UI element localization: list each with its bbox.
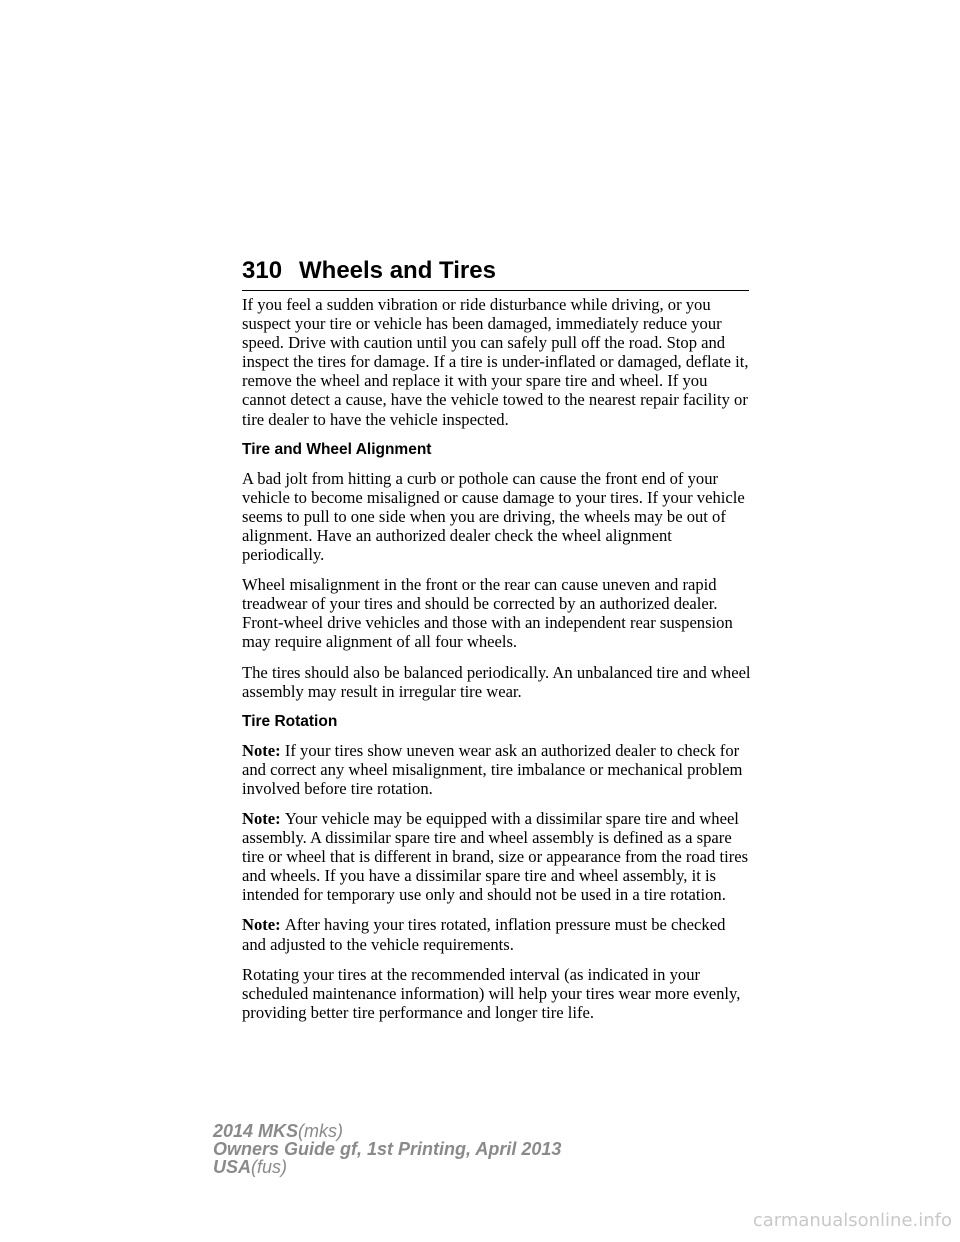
note-1 (242, 741, 752, 798)
intro-paragraph: If you feel a sudden vibration or ride disturbance while driving, or you suspect your tire or vehicle has been damaged, immediately reduce your speed. Drive with caution until you can safely pull off the road. Stop and inspect the tires for damage. If a tire is under-inflated or damaged, deflate it, remove the wheel and replace it with your spare tire and wheel. If you cannot detect a cause, have the vehicle towed to the nearest repair facility or tire dealer to have the vehicle inspected. (242, 295, 749, 429)
note-1-text: If your tires show uneven wear ask an authorized dealer to check for and correct any wheel misalignment, tire imbalance or mechanical problem involved before tire rotation. (242, 740, 743, 798)
note-2 (242, 809, 752, 904)
alignment-heading: Tire and Wheel Alignment (242, 440, 432, 458)
footer-line-2: Owners Guide gf, 1st Printing, April 2013 (213, 1139, 562, 1159)
note-label: Note: (242, 740, 285, 760)
footer-region: USA (213, 1157, 252, 1177)
page-body (242, 295, 752, 1033)
page-footer (213, 1122, 561, 1176)
footer-region-code: (fus) (251, 1157, 288, 1177)
note-label: Note: (242, 915, 285, 935)
note-label: Note: (242, 808, 285, 828)
page-number: 310 (242, 257, 283, 284)
alignment-paragraph-1: A bad jolt from hitting a curb or pothole can cause the front end of your vehicle to become misaligned or cause damage to your tires. If your vehicle seems to pull to one side when you are driving, the wheels may be out of alignment. Have an authorized dealer check the wheel alignment periodically. (242, 468, 745, 565)
footer-model-code: (mks) (298, 1121, 344, 1141)
watermark: carmanualsonline.info (752, 1210, 952, 1231)
footer-line-3 (213, 1158, 561, 1176)
footer-line-1 (213, 1122, 561, 1140)
rotation-heading: Tire Rotation (242, 712, 338, 730)
section-title: Wheels and Tires (299, 257, 496, 284)
footer-model: 2014 MKS (213, 1121, 299, 1141)
page-header (242, 256, 749, 291)
note-2-text: Your vehicle may be equipped with a dissimilar spare tire and wheel assembly. A dissimilar spare tire and wheel assembly is defined as a spare tire or wheel that is different in brand, size or appearance from the road tires and wheels. If you have a dissimilar spare tire and wheel assembly, it is intended for temporary use only and should not be used in a tire rotation. (242, 808, 749, 905)
alignment-paragraph-3: The tires should also be balanced periodically. An unbalanced tire and wheel assembly may result in irregular tire wear. (242, 662, 751, 701)
alignment-paragraph-2: Wheel misalignment in the front or the rear can cause uneven and rapid treadwear of your tires and should be corrected by an authorized dealer. Front-wheel drive vehicles and those with an independent rear suspension may require alignment of all four wheels. (242, 575, 733, 652)
rotation-paragraph-1: Rotating your tires at the recommended interval (as indicated in your scheduled maintenance information) will help your tires wear more evenly, providing better tire performance and longer tire life. (242, 964, 741, 1022)
note-3 (242, 915, 752, 953)
note-3-text: After having your tires rotated, inflation pressure must be checked and adjusted to the vehicle requirements. (242, 915, 726, 954)
